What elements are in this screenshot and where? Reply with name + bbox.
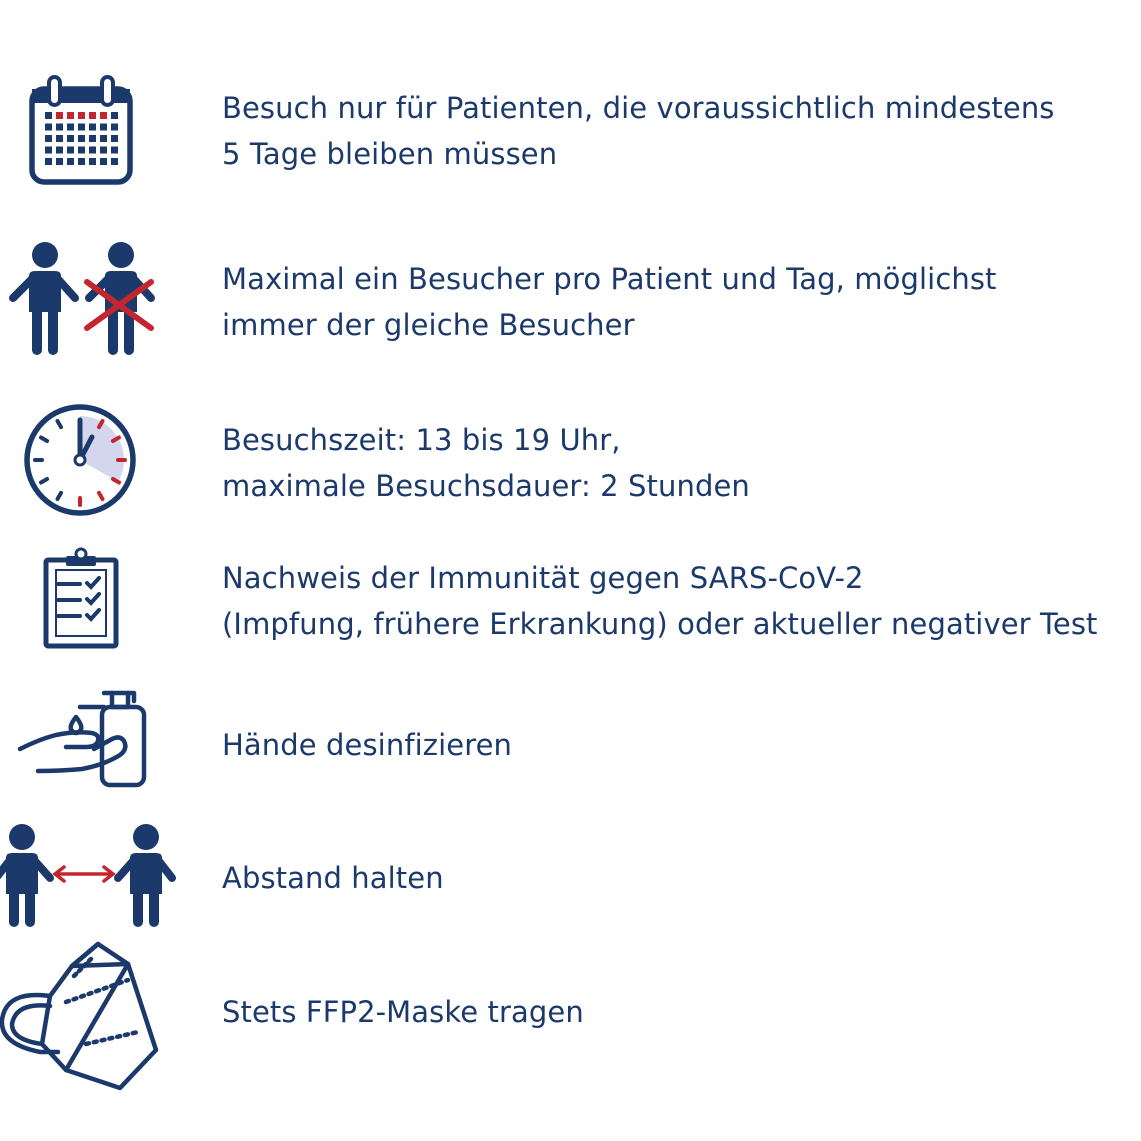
calendar-day-square	[78, 147, 85, 154]
calendar-day-square	[100, 124, 107, 131]
rule-line-1: Nachweis der Immunität gegen SARS-CoV-2	[222, 561, 864, 595]
calendar-icon	[28, 74, 138, 189]
calendar-day-square	[111, 112, 118, 119]
calendar-day-square	[111, 135, 118, 142]
calendar-day-square	[78, 158, 85, 165]
calendar-day-square	[100, 112, 107, 119]
one-visitor-icon	[9, 240, 159, 355]
calendar-day-square	[67, 124, 74, 131]
calendar-day-square	[56, 135, 63, 142]
clipboard-checklist-icon	[42, 548, 122, 650]
calendar-day-square	[56, 147, 63, 154]
calendar-day-square	[45, 147, 52, 154]
rule-line-1: Besuchszeit: 13 bis 19 Uhr,	[222, 423, 621, 457]
calendar-day-square	[45, 158, 52, 165]
ffp2-mask-icon	[0, 940, 161, 1090]
rule-line-1: Hände desinfizieren	[222, 728, 513, 762]
calendar-day-square	[100, 158, 107, 165]
calendar-day-square	[89, 158, 96, 165]
calendar-day-square	[56, 158, 63, 165]
calendar-day-square	[111, 124, 118, 131]
rule-line-2: maximale Besuchsdauer: 2 Stunden	[222, 469, 750, 503]
calendar-day-square	[67, 158, 74, 165]
calendar-day-square	[45, 112, 52, 119]
calendar-day-square	[45, 135, 52, 142]
calendar-day-square	[89, 135, 96, 142]
calendar-day-square	[78, 135, 85, 142]
rule-line-1: Stets FFP2-Maske tragen	[222, 995, 584, 1029]
calendar-day-square	[56, 124, 63, 131]
calendar-day-square	[45, 124, 52, 131]
calendar-day-square	[100, 147, 107, 154]
calendar-day-square	[89, 124, 96, 131]
calendar-day-square	[56, 112, 63, 119]
rule-line-1: Abstand halten	[222, 861, 444, 895]
rule-line-1: Besuch nur für Patienten, die voraussichtlich mindestens	[222, 91, 1055, 125]
calendar-day-square	[100, 135, 107, 142]
clock-icon	[22, 402, 138, 518]
rule-line-2: immer der gleiche Besucher	[222, 308, 635, 342]
calendar-day-square	[67, 135, 74, 142]
calendar-day-square	[78, 112, 85, 119]
rule-line-2: (Impfung, frühere Erkrankung) oder aktueller negativer Test	[222, 607, 1098, 641]
calendar-day-square	[111, 147, 118, 154]
calendar-day-square	[78, 124, 85, 131]
calendar-day-square	[89, 147, 96, 154]
calendar-day-square	[67, 147, 74, 154]
calendar-day-square	[111, 158, 118, 165]
calendar-day-square	[67, 112, 74, 119]
calendar-day-square	[89, 112, 96, 119]
distance-icon	[0, 822, 177, 928]
rule-line-1: Maximal ein Besucher pro Patient und Tag, möglichst	[222, 262, 997, 296]
rule-line-2: 5 Tage bleiben müssen	[222, 137, 558, 171]
hand-sanitizer-icon	[16, 685, 151, 790]
